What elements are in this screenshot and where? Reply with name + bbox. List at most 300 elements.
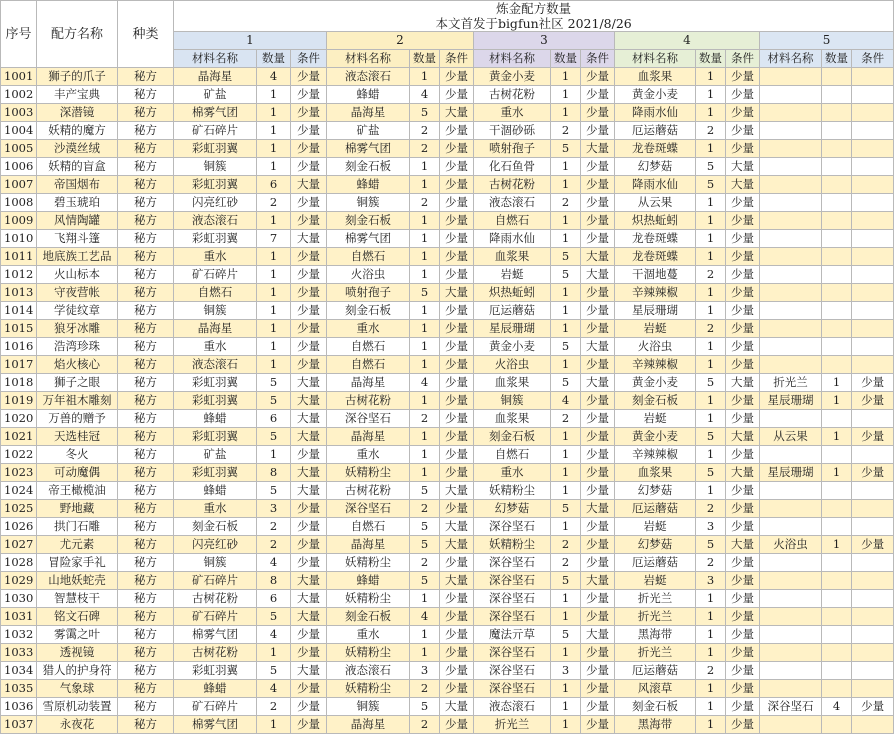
cell-condition: 少量 xyxy=(581,212,615,230)
cell-recipe-name: 可动魔偶 xyxy=(37,464,118,482)
cell-condition: 少量 xyxy=(726,410,760,428)
cell-quantity: 5 xyxy=(410,572,440,590)
cell-condition: 少量 xyxy=(440,194,474,212)
cell-condition: 大量 xyxy=(581,266,615,284)
cell-condition: 少量 xyxy=(291,356,327,374)
cell-material: 血浆果 xyxy=(474,248,551,266)
cell-material: 刻金石板 xyxy=(174,518,257,536)
cell-id: 1031 xyxy=(1,608,37,626)
table-row xyxy=(1,176,894,194)
cell-condition xyxy=(852,68,894,86)
cell-material xyxy=(760,680,822,698)
cell-type: 秘方 xyxy=(118,410,174,428)
cell-material xyxy=(760,284,822,302)
cell-quantity xyxy=(822,266,852,284)
cell-condition: 少量 xyxy=(581,122,615,140)
cell-quantity: 5 xyxy=(551,338,581,356)
cell-material: 矿石碎片 xyxy=(174,698,257,716)
cell-type: 秘方 xyxy=(118,248,174,266)
cell-quantity: 1 xyxy=(696,212,726,230)
cell-condition: 少量 xyxy=(581,86,615,104)
cell-quantity xyxy=(822,662,852,680)
cell-quantity: 1 xyxy=(696,644,726,662)
cell-id: 1018 xyxy=(1,374,37,392)
table-row xyxy=(1,104,894,122)
cell-condition xyxy=(852,248,894,266)
cell-condition xyxy=(852,482,894,500)
cell-condition: 少量 xyxy=(440,212,474,230)
cell-type: 秘方 xyxy=(118,464,174,482)
cell-type: 秘方 xyxy=(118,86,174,104)
cell-condition xyxy=(852,86,894,104)
cell-quantity: 1 xyxy=(257,158,291,176)
table-row xyxy=(1,194,894,212)
cell-quantity: 5 xyxy=(696,158,726,176)
cell-material: 自燃石 xyxy=(327,356,410,374)
cell-material xyxy=(760,158,822,176)
cell-material: 折光兰 xyxy=(615,644,696,662)
cell-quantity: 1 xyxy=(257,104,291,122)
cell-material: 黄金小麦 xyxy=(474,338,551,356)
cell-quantity xyxy=(822,302,852,320)
cell-condition: 少量 xyxy=(581,428,615,446)
cell-type: 秘方 xyxy=(118,536,174,554)
cell-material: 幻梦菇 xyxy=(615,158,696,176)
cell-quantity: 5 xyxy=(551,266,581,284)
cell-condition: 少量 xyxy=(581,158,615,176)
cell-quantity: 5 xyxy=(410,284,440,302)
cell-condition: 少量 xyxy=(852,698,894,716)
cell-quantity: 2 xyxy=(551,536,581,554)
cell-material: 彩虹羽翼 xyxy=(174,428,257,446)
cell-quantity: 1 xyxy=(257,266,291,284)
cell-quantity: 1 xyxy=(551,176,581,194)
cell-quantity: 1 xyxy=(410,176,440,194)
qty-header-2: 数量 xyxy=(410,50,440,68)
cell-id: 1021 xyxy=(1,428,37,446)
cell-condition: 少量 xyxy=(726,230,760,248)
cell-id: 1013 xyxy=(1,284,37,302)
cell-condition: 少量 xyxy=(581,410,615,428)
cell-condition: 少量 xyxy=(581,194,615,212)
cell-condition: 少量 xyxy=(726,248,760,266)
cell-recipe-name: 猎人的护身符 xyxy=(37,662,118,680)
cell-condition: 少量 xyxy=(440,140,474,158)
cell-quantity: 1 xyxy=(257,248,291,266)
cell-material: 铜簇 xyxy=(327,698,410,716)
cell-material: 液态滚石 xyxy=(174,212,257,230)
cell-material: 晶海星 xyxy=(327,536,410,554)
cell-material: 重水 xyxy=(327,320,410,338)
cell-condition: 少量 xyxy=(726,356,760,374)
table-row xyxy=(1,500,894,518)
cell-quantity: 1 xyxy=(696,608,726,626)
cell-type: 秘方 xyxy=(118,608,174,626)
cell-condition: 大量 xyxy=(291,590,327,608)
cell-quantity: 5 xyxy=(551,500,581,518)
cell-quantity: 1 xyxy=(696,716,726,734)
cell-material: 重水 xyxy=(474,464,551,482)
cell-condition: 少量 xyxy=(726,482,760,500)
cell-condition xyxy=(852,266,894,284)
cell-condition: 少量 xyxy=(726,590,760,608)
cell-quantity: 2 xyxy=(410,140,440,158)
cell-condition: 少量 xyxy=(440,266,474,284)
cell-material: 重水 xyxy=(174,248,257,266)
cell-material xyxy=(760,86,822,104)
cell-quantity: 2 xyxy=(410,410,440,428)
cell-quantity: 1 xyxy=(551,464,581,482)
cell-quantity xyxy=(822,410,852,428)
cell-quantity: 2 xyxy=(410,554,440,572)
cell-quantity: 2 xyxy=(410,194,440,212)
cell-quantity: 5 xyxy=(551,248,581,266)
cell-material: 妖精粉尘 xyxy=(327,590,410,608)
cell-material: 血浆果 xyxy=(615,464,696,482)
cell-material xyxy=(760,212,822,230)
cell-quantity: 1 xyxy=(696,302,726,320)
cell-id: 1005 xyxy=(1,140,37,158)
cell-material: 铜簇 xyxy=(174,302,257,320)
cell-condition: 少量 xyxy=(440,122,474,140)
cell-quantity: 5 xyxy=(551,626,581,644)
cell-material: 自燃石 xyxy=(474,212,551,230)
group-header-1: 1 xyxy=(174,32,327,50)
cell-condition: 少量 xyxy=(726,338,760,356)
table-row xyxy=(1,410,894,428)
cell-material: 厄运蘑菇 xyxy=(615,554,696,572)
cell-quantity: 2 xyxy=(551,410,581,428)
cell-material: 矿盐 xyxy=(327,122,410,140)
cell-material: 辛辣辣椒 xyxy=(615,284,696,302)
cell-condition: 少量 xyxy=(581,608,615,626)
cell-material xyxy=(760,194,822,212)
cell-material: 闪亮红砂 xyxy=(174,536,257,554)
cell-condition: 少量 xyxy=(440,446,474,464)
cell-material xyxy=(760,500,822,518)
cell-quantity: 1 xyxy=(822,392,852,410)
cell-id: 1022 xyxy=(1,446,37,464)
cell-condition: 大量 xyxy=(291,572,327,590)
cell-recipe-name: 万年祖木雕刻 xyxy=(37,392,118,410)
cell-condition xyxy=(852,194,894,212)
cell-condition: 少量 xyxy=(440,554,474,572)
cell-material: 矿盐 xyxy=(174,86,257,104)
cell-quantity: 5 xyxy=(410,482,440,500)
table-row xyxy=(1,662,894,680)
cell-material: 矿石碎片 xyxy=(174,572,257,590)
cell-material: 妖精粉尘 xyxy=(474,482,551,500)
cell-recipe-name: 天选桂冠 xyxy=(37,428,118,446)
cell-recipe-name: 雾霭之叶 xyxy=(37,626,118,644)
cell-condition: 少量 xyxy=(726,392,760,410)
cell-recipe-name: 帝王橄榄油 xyxy=(37,482,118,500)
cell-material: 幻梦菇 xyxy=(474,500,551,518)
table-row xyxy=(1,698,894,716)
cell-quantity: 1 xyxy=(822,374,852,392)
cell-recipe-name: 飞翔斗篷 xyxy=(37,230,118,248)
cell-material xyxy=(760,482,822,500)
cell-condition: 大量 xyxy=(291,464,327,482)
cell-quantity: 2 xyxy=(551,554,581,572)
cell-quantity: 1 xyxy=(696,482,726,500)
cell-condition: 少量 xyxy=(291,86,327,104)
cell-quantity: 1 xyxy=(257,320,291,338)
cell-material: 黄金小麦 xyxy=(615,374,696,392)
cell-quantity: 1 xyxy=(551,230,581,248)
cell-quantity: 1 xyxy=(551,356,581,374)
cell-recipe-name: 冬火 xyxy=(37,446,118,464)
cell-material: 重水 xyxy=(174,500,257,518)
cell-id: 1010 xyxy=(1,230,37,248)
cell-condition: 少量 xyxy=(291,122,327,140)
cell-type: 秘方 xyxy=(118,698,174,716)
cell-material: 辛辣辣椒 xyxy=(615,446,696,464)
cell-condition: 少量 xyxy=(581,284,615,302)
table-title-text: 炼金配方数量 xyxy=(496,1,572,16)
cell-condition: 少量 xyxy=(581,644,615,662)
group-header-2: 2 xyxy=(327,32,474,50)
table-row xyxy=(1,122,894,140)
cell-condition: 少量 xyxy=(852,464,894,482)
cell-quantity: 1 xyxy=(257,140,291,158)
cell-condition: 少量 xyxy=(440,662,474,680)
cell-id: 1017 xyxy=(1,356,37,374)
cell-quantity: 1 xyxy=(410,392,440,410)
cell-condition: 大量 xyxy=(291,392,327,410)
cell-material: 黄金小麦 xyxy=(474,68,551,86)
cell-quantity: 1 xyxy=(551,590,581,608)
cell-quantity: 7 xyxy=(257,230,291,248)
cell-type: 秘方 xyxy=(118,662,174,680)
cell-condition: 少量 xyxy=(291,446,327,464)
cell-id: 1024 xyxy=(1,482,37,500)
cell-quantity xyxy=(822,140,852,158)
cell-quantity: 1 xyxy=(696,68,726,86)
cell-material: 液态滚石 xyxy=(474,698,551,716)
cell-material xyxy=(760,176,822,194)
cell-material xyxy=(760,68,822,86)
cell-material: 降雨水仙 xyxy=(474,230,551,248)
cell-quantity: 1 xyxy=(696,140,726,158)
cell-condition xyxy=(852,410,894,428)
cell-material: 古树花粉 xyxy=(327,482,410,500)
cell-material: 古树花粉 xyxy=(327,392,410,410)
cell-quantity: 3 xyxy=(696,518,726,536)
cell-material: 深谷坚石 xyxy=(474,644,551,662)
cell-condition: 少量 xyxy=(581,356,615,374)
cell-quantity: 4 xyxy=(257,554,291,572)
cell-condition: 大量 xyxy=(726,374,760,392)
cell-quantity: 1 xyxy=(257,302,291,320)
cell-type: 秘方 xyxy=(118,302,174,320)
cell-material: 铜簇 xyxy=(327,194,410,212)
cell-quantity: 1 xyxy=(257,122,291,140)
cell-material: 晶海星 xyxy=(327,428,410,446)
cell-condition xyxy=(852,338,894,356)
cell-recipe-name: 气象球 xyxy=(37,680,118,698)
cell-material: 蜂蜡 xyxy=(174,482,257,500)
table-subtitle-text: 本文首发于bigfun社区 2021/8/26 xyxy=(435,16,632,31)
cell-material: 岩蜓 xyxy=(615,320,696,338)
cell-quantity: 5 xyxy=(257,662,291,680)
cell-material: 火浴虫 xyxy=(474,356,551,374)
cond-header-5: 条件 xyxy=(852,50,894,68)
table-row xyxy=(1,608,894,626)
cell-condition: 少量 xyxy=(440,608,474,626)
cell-type: 秘方 xyxy=(118,590,174,608)
cell-quantity: 4 xyxy=(410,374,440,392)
cell-quantity: 1 xyxy=(551,482,581,500)
cell-condition: 少量 xyxy=(440,464,474,482)
cell-quantity: 4 xyxy=(410,608,440,626)
cell-recipe-name: 地底族工艺品 xyxy=(37,248,118,266)
cell-material: 魔法亓草 xyxy=(474,626,551,644)
cell-id: 1004 xyxy=(1,122,37,140)
cell-type: 秘方 xyxy=(118,122,174,140)
material-header-5: 材料名称 xyxy=(760,50,822,68)
cell-condition xyxy=(852,140,894,158)
cell-material: 重水 xyxy=(327,446,410,464)
cell-material: 岩蜓 xyxy=(615,572,696,590)
cell-type: 秘方 xyxy=(118,626,174,644)
cell-condition: 大量 xyxy=(291,428,327,446)
cell-quantity: 1 xyxy=(696,446,726,464)
cell-quantity: 2 xyxy=(410,680,440,698)
cell-material xyxy=(760,248,822,266)
cell-material: 折光兰 xyxy=(474,716,551,734)
cell-quantity xyxy=(822,86,852,104)
cell-condition xyxy=(852,284,894,302)
cell-quantity: 5 xyxy=(696,374,726,392)
cell-type: 秘方 xyxy=(118,194,174,212)
cell-material: 矿盐 xyxy=(174,446,257,464)
cell-recipe-name: 铭文石碑 xyxy=(37,608,118,626)
cell-quantity: 2 xyxy=(551,194,581,212)
cell-id: 1035 xyxy=(1,680,37,698)
cell-id: 1003 xyxy=(1,104,37,122)
cell-quantity: 1 xyxy=(551,680,581,698)
cell-type: 秘方 xyxy=(118,500,174,518)
cell-material: 蜂蜡 xyxy=(327,86,410,104)
cell-recipe-name: 风情陶罐 xyxy=(37,212,118,230)
cell-type: 秘方 xyxy=(118,230,174,248)
cell-recipe-name: 万兽的赠予 xyxy=(37,410,118,428)
cell-condition: 少量 xyxy=(726,320,760,338)
cell-material: 重水 xyxy=(174,338,257,356)
cell-condition xyxy=(852,662,894,680)
cell-material: 深谷坚石 xyxy=(474,680,551,698)
cell-id: 1015 xyxy=(1,320,37,338)
cell-material: 蜂蜡 xyxy=(327,572,410,590)
cell-condition: 少量 xyxy=(726,86,760,104)
cell-condition: 少量 xyxy=(291,266,327,284)
cell-material xyxy=(760,572,822,590)
header-id: 序号 xyxy=(1,1,37,68)
cell-type: 秘方 xyxy=(118,392,174,410)
cell-material: 火浴虫 xyxy=(327,266,410,284)
cell-material xyxy=(760,446,822,464)
cell-material: 深谷坚石 xyxy=(474,572,551,590)
cell-quantity: 1 xyxy=(551,716,581,734)
cell-material: 晶海星 xyxy=(174,320,257,338)
cell-id: 1019 xyxy=(1,392,37,410)
cell-condition: 大量 xyxy=(581,248,615,266)
cell-condition: 大量 xyxy=(726,428,760,446)
cell-material: 蜂蜡 xyxy=(174,680,257,698)
cell-quantity xyxy=(822,356,852,374)
cell-condition: 少量 xyxy=(440,320,474,338)
cell-material xyxy=(760,122,822,140)
cell-condition: 少量 xyxy=(440,86,474,104)
cell-id: 1014 xyxy=(1,302,37,320)
table-row xyxy=(1,392,894,410)
cell-material: 自燃石 xyxy=(174,284,257,302)
cell-quantity: 1 xyxy=(551,698,581,716)
cell-quantity xyxy=(822,284,852,302)
cell-material: 棉雾气团 xyxy=(174,104,257,122)
cell-type: 秘方 xyxy=(118,716,174,734)
cell-quantity: 1 xyxy=(410,158,440,176)
cell-condition: 少量 xyxy=(440,590,474,608)
cell-quantity: 1 xyxy=(257,284,291,302)
cell-condition xyxy=(852,230,894,248)
cell-condition: 少量 xyxy=(726,140,760,158)
cell-condition: 少量 xyxy=(726,644,760,662)
cell-quantity: 5 xyxy=(257,374,291,392)
cell-condition: 少量 xyxy=(581,320,615,338)
cell-quantity: 5 xyxy=(551,572,581,590)
cell-type: 秘方 xyxy=(118,284,174,302)
cell-material: 炽热蚯蚓 xyxy=(474,284,551,302)
cell-quantity xyxy=(822,446,852,464)
cell-material xyxy=(760,320,822,338)
cell-quantity: 1 xyxy=(696,626,726,644)
cell-quantity: 5 xyxy=(696,428,726,446)
cell-condition xyxy=(852,104,894,122)
cell-material: 厄运蘑菇 xyxy=(615,662,696,680)
cell-quantity xyxy=(822,104,852,122)
cell-id: 1006 xyxy=(1,158,37,176)
cell-quantity xyxy=(822,194,852,212)
cell-id: 1020 xyxy=(1,410,37,428)
cell-material: 晶海星 xyxy=(174,68,257,86)
cell-quantity: 6 xyxy=(257,410,291,428)
cell-quantity: 8 xyxy=(257,572,291,590)
cell-quantity: 1 xyxy=(410,590,440,608)
table-row xyxy=(1,266,894,284)
cell-material: 妖精粉尘 xyxy=(327,464,410,482)
cell-id: 1012 xyxy=(1,266,37,284)
cell-quantity: 1 xyxy=(696,284,726,302)
cell-material: 彩虹羽翼 xyxy=(174,464,257,482)
cell-condition: 少量 xyxy=(291,68,327,86)
cell-condition: 大量 xyxy=(291,662,327,680)
cell-recipe-name: 守夜营帐 xyxy=(37,284,118,302)
cell-quantity: 3 xyxy=(551,662,581,680)
cell-quantity: 1 xyxy=(257,446,291,464)
cell-condition: 少量 xyxy=(726,194,760,212)
cell-condition: 大量 xyxy=(581,572,615,590)
cell-condition: 少量 xyxy=(581,518,615,536)
cell-condition: 少量 xyxy=(726,608,760,626)
cell-quantity: 2 xyxy=(257,194,291,212)
cell-type: 秘方 xyxy=(118,482,174,500)
cond-header-4: 条件 xyxy=(726,50,760,68)
cell-condition: 少量 xyxy=(726,680,760,698)
cell-material: 彩虹羽翼 xyxy=(174,374,257,392)
cell-condition: 大量 xyxy=(440,518,474,536)
